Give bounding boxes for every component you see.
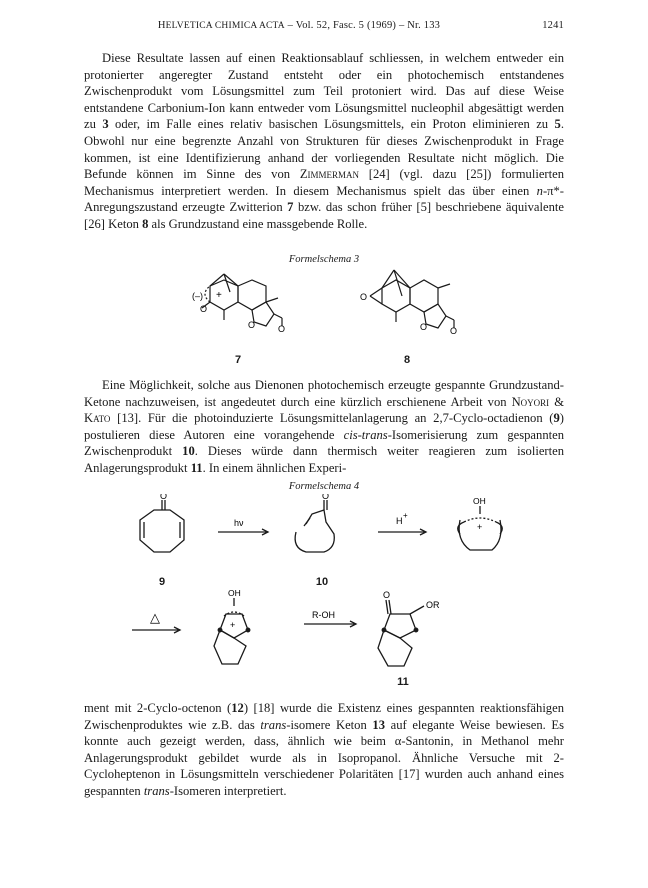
svg-text:OH: OH	[228, 588, 241, 598]
svg-text:OR: OR	[426, 600, 440, 610]
svg-text:O: O	[248, 320, 256, 330]
journal-citation: HELVETICA CHIMICA ACTA – Vol. 52, Fasc. 5 (1969) – Nr. 133	[157, 20, 441, 31]
structure-7	[170, 268, 320, 348]
structure-8	[346, 266, 496, 346]
compound-label-7: 7	[234, 354, 242, 366]
svg-text:O: O	[450, 326, 458, 336]
scheme-4-row-1	[120, 494, 560, 578]
compound-label-9: 9	[158, 576, 166, 588]
svg-text:(–): (–)	[192, 291, 203, 301]
svg-text:+: +	[230, 620, 236, 630]
svg-text:+: +	[477, 522, 483, 532]
svg-text:△: △	[150, 610, 160, 625]
svg-text:O: O	[200, 304, 208, 314]
svg-text:H: H	[396, 516, 403, 526]
compound-label-8: 8	[403, 354, 411, 366]
svg-text:hν: hν	[234, 518, 244, 528]
svg-text:O: O	[322, 494, 330, 501]
svg-text:O: O	[383, 590, 391, 600]
svg-text:O: O	[160, 494, 168, 501]
svg-text:OH: OH	[473, 496, 486, 506]
scheme-4-caption: Formelschema 4	[288, 481, 360, 492]
compound-label-10: 10	[315, 576, 329, 588]
svg-text:+: +	[403, 511, 408, 520]
svg-text:R-OH: R-OH	[312, 610, 335, 620]
svg-text:O: O	[420, 322, 428, 332]
svg-text:+: +	[216, 290, 222, 301]
scheme-4-row-2	[120, 586, 560, 678]
scheme-3-caption: Formelschema 3	[288, 254, 360, 265]
svg-text:O: O	[278, 324, 286, 334]
compound-label-11: 11	[397, 676, 409, 688]
page-number: 1241	[542, 20, 564, 31]
paragraph-3: ment mit 2-Cyclo-octenon (12) [18] wurde die Existenz eines gespannten reaktionsfähigen Zwischenproduktes wie z.B. das trans-isomere Keton 13 auf elegante Weise bewiesen. Es konnte auch gezeigt werden, dass, ähnlich wie beim α-Santonin, in Methanol mehr Anlagerungsprodukt gebildet wurde als in Isopropanol. Ähnliche Versuche mit 2-Cycloheptenon in Lösungsmitteln verschiedener Polaritäten [17] wurden auch anhand eines gespannten trans-Isomeren interpretiert.	[84, 701, 564, 798]
paragraph-2: Eine Möglichkeit, solche aus Dienonen photochemisch erzeugte gespannte Grundzustand-Ketone nachzuweisen, ist angedeutet durch eine kürzlich erschienene Arbeit von Noyori & Kato [13]. Für die photoinduzierte Lösungsmittelanlagerung an 2,7-Cyclo-octadienon (9) postulieren diese Autoren eine vorangehende cis-trans-Isomerisierung zum gespannten Zwischenprodukt 10. Dieses würde dann thermisch weiter reagieren zum isolierten Anlagerungsprodukt 11. In einem ähnlichen Experi-	[84, 378, 564, 475]
paragraph-1: Diese Resultate lassen auf einen Reaktionsablauf schliessen, in welchem entweder ein protonierter angeregter Zustand entsteht oder ein photochemisch entstandenes Zwischenprodukt vom Lösungsmittel zum Teil protoniert wird. Das auf diese Weise entstandene Carbonium-Ion kann entweder vom Lösungsmittel nucleophil abgesättigt werden zu 3 oder, im Falle eines relativ basischen Lösungsmittels, ein Proton eliminieren zu 5. Obwohl nur eine begrenzte Anzahl von Strukturen für dieses Zwischenprodukt in Frage kommen, ist eine Identifizierung anhand der vorliegenden Resultate nicht möglich. Die Befunde können im Sinne des von Zimmerman [24] (vgl. dazu [25]) formulierten Mechanismus interpretiert werden. In diesem Mechanismus spielt das über einen n-π*-Anregungszustand erzeugte Zwitterion 7 bzw. das schon früher [5] beschriebene äquivalente [26] Keton 8 als Grundzustand eine massgebende Rolle.	[84, 51, 564, 231]
svg-text:O: O	[360, 292, 368, 302]
